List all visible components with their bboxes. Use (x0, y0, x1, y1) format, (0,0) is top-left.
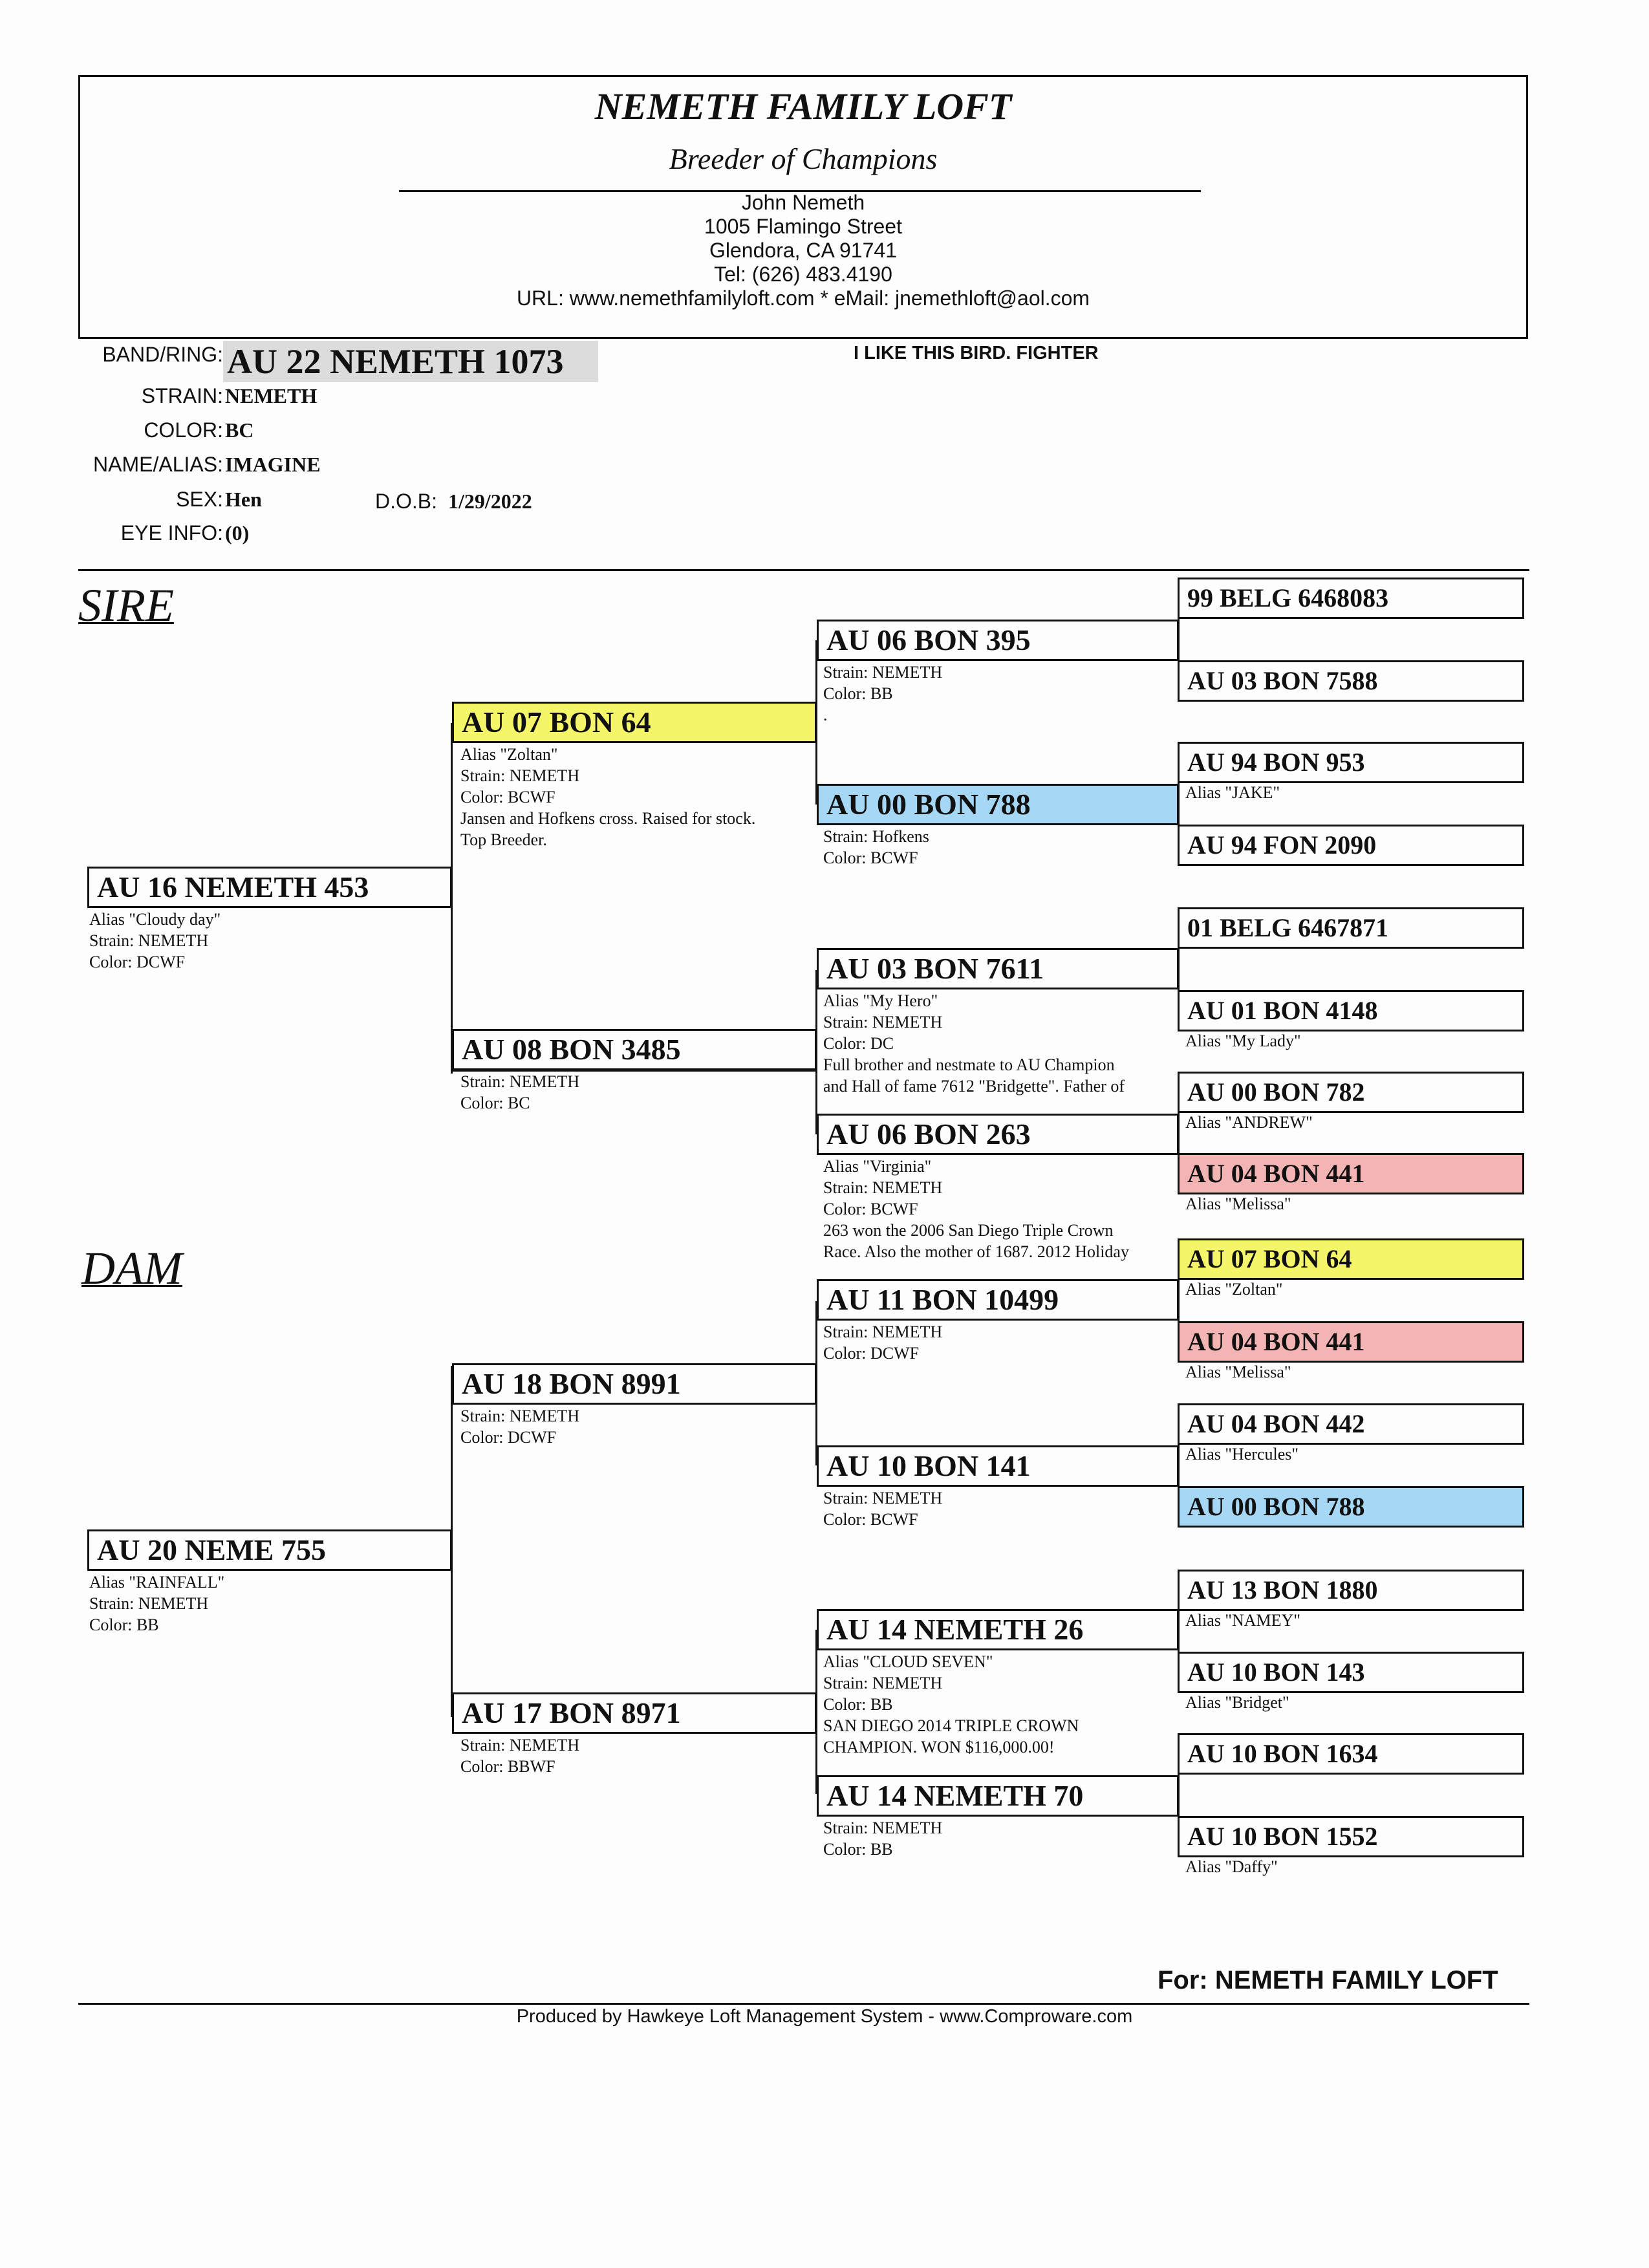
g4-band: AU 94 BON 953 (1178, 742, 1524, 783)
g4-alias: Alias "ANDREW" (1185, 1113, 1313, 1132)
sire-info: Alias "Cloudy day" Strain: NEMETH Color: DCWF (89, 910, 221, 971)
band-label: BAND/RING: (102, 343, 223, 366)
g4-band: 01 BELG 6467871 (1178, 907, 1524, 949)
g4-alias: Alias "Daffy" (1185, 1857, 1278, 1876)
dd-dam-info: Strain: NEMETH Color: BB (823, 1819, 943, 1859)
header-box (78, 75, 1528, 339)
g4-alias: Alias "Melissa" (1185, 1194, 1291, 1213)
name-value: IMAGINE (225, 453, 321, 476)
dam-sire-band: AU 18 BON 8991 (452, 1363, 817, 1405)
contact-phone: Tel: (626) 483.4190 (714, 263, 892, 286)
dob-value: 1/29/2022 (448, 490, 532, 513)
section-divider (78, 569, 1529, 571)
g4-band: AU 00 BON 788 (1178, 1486, 1524, 1528)
sire-dam-band: AU 08 BON 3485 (452, 1029, 817, 1070)
ss-sire-band: AU 06 BON 395 (817, 620, 1179, 661)
g4-band: AU 10 BON 1634 (1178, 1733, 1524, 1775)
sire-sire-band: AU 07 BON 64 (452, 702, 817, 743)
sire-dam-info: Strain: NEMETH Color: BC (460, 1072, 580, 1112)
g4-band: AU 10 BON 1552 (1178, 1816, 1524, 1857)
g4-band: AU 04 BON 442 (1178, 1403, 1524, 1445)
ss-sire-info: Strain: NEMETH Color: BB . (823, 663, 943, 724)
dam-info: Alias "RAINFALL" Strain: NEMETH Color: BB (89, 1573, 225, 1634)
ds-sire-info: Strain: NEMETH Color: DCWF (823, 1323, 943, 1363)
eye-label: EYE INFO: (120, 521, 223, 545)
g4-alias: Alias "Bridget" (1185, 1693, 1289, 1712)
eye-value: (0) (225, 521, 250, 545)
sd-sire-band: AU 03 BON 7611 (817, 948, 1179, 989)
g4-alias: Alias "Hercules" (1185, 1445, 1299, 1463)
loft-tagline: Breeder of Champions (669, 142, 938, 175)
sex-label: SEX: (176, 488, 223, 511)
produced-by: Produced by Hawkeye Loft Management System - www.Comproware.com (516, 2006, 1133, 2027)
ds-sire-band: AU 11 BON 10499 (817, 1279, 1179, 1321)
footer-divider (78, 2003, 1529, 2005)
dob-label: D.O.B: (375, 490, 438, 513)
contact-city: Glendora, CA 91741 (709, 239, 897, 262)
g4-alias: Alias "NAMEY" (1185, 1611, 1300, 1630)
sd-dam-band: AU 06 BON 263 (817, 1114, 1179, 1155)
ss-dam-band: AU 00 BON 788 (817, 784, 1179, 825)
sex-value: Hen (225, 488, 262, 511)
contact-block (80, 191, 1526, 310)
g4-alias: Alias "Zoltan" (1185, 1280, 1283, 1299)
name-label: NAME/ALIAS: (93, 453, 223, 476)
strain-label: STRAIN: (141, 384, 223, 407)
dd-sire-info: Alias "CLOUD SEVEN" Strain: NEMETH Color: BB SAN DIEGO 2014 TRIPLE CROWN CHAMPION. WON $116,000.00! (823, 1652, 1079, 1756)
contact-name: John Nemeth (741, 191, 865, 214)
g4-band: AU 00 BON 782 (1178, 1072, 1524, 1113)
dd-sire-band: AU 14 NEMETH 26 (817, 1609, 1179, 1650)
g4-band: 99 BELG 6468083 (1178, 578, 1524, 619)
dam-heading: DAM (81, 1242, 182, 1294)
ss-dam-info: Strain: Hofkens Color: BCWF (823, 827, 929, 867)
ds-dam-band: AU 10 BON 141 (817, 1445, 1179, 1487)
g4-band: AU 10 BON 143 (1178, 1652, 1524, 1693)
dam-band: AU 20 NEME 755 (87, 1529, 452, 1571)
color-value: BC (225, 418, 254, 442)
ds-dam-info: Strain: NEMETH Color: BCWF (823, 1489, 943, 1529)
g4-alias: Alias "JAKE" (1185, 783, 1280, 802)
dam-dam-info: Strain: NEMETH Color: BBWF (460, 1736, 580, 1776)
dam-dam-band: AU 17 BON 8971 (452, 1692, 817, 1734)
g4-band: AU 01 BON 4148 (1178, 990, 1524, 1031)
dam-sire-info: Strain: NEMETH Color: DCWF (460, 1407, 580, 1447)
contact-web-email: URL: www.nemethfamilyloft.com * eMail: jnemethloft@aol.com (516, 286, 1090, 310)
g4-band: AU 94 FON 2090 (1178, 825, 1524, 866)
sd-sire-info: Alias "My Hero" Strain: NEMETH Color: DC Full brother and nestmate to AU Champion and Hall of fame 7612 "Bridgette". Father of (823, 991, 1125, 1096)
bird-comment: I LIKE THIS BIRD. FIGHTER (854, 343, 1099, 363)
sire-band: AU 16 NEMETH 453 (87, 867, 452, 908)
dd-dam-band: AU 14 NEMETH 70 (817, 1775, 1179, 1817)
sire-heading: SIRE (78, 579, 174, 631)
sire-sire-info: Alias "Zoltan" Strain: NEMETH Color: BCWF Jansen and Hofkens cross. Raised for stock. Top Breeder. (460, 745, 756, 849)
g4-alias: Alias "My Lady" (1185, 1031, 1301, 1050)
g4-band: AU 13 BON 1880 (1178, 1570, 1524, 1611)
strain-value: NEMETH (225, 384, 318, 407)
color-label: COLOR: (144, 418, 223, 442)
g4-band: AU 04 BON 441 (1178, 1153, 1524, 1194)
g4-band: AU 04 BON 441 (1178, 1321, 1524, 1363)
g4-band: AU 03 BON 7588 (1178, 660, 1524, 702)
sd-dam-info: Alias "Virginia" Strain: NEMETH Color: BCWF 263 won the 2006 San Diego Triple Crown Race. Also the mother of 1687. 2012 Holiday (823, 1157, 1129, 1261)
for-loft-label: For: NEMETH FAMILY LOFT (1158, 1966, 1498, 1994)
g4-alias: Alias "Melissa" (1185, 1363, 1291, 1381)
loft-name: NEMETH FAMILY LOFT (594, 85, 1012, 127)
band-value: AU 22 NEMETH 1073 (223, 341, 598, 382)
g4-band: AU 07 BON 64 (1178, 1238, 1524, 1280)
contact-street: 1005 Flamingo Street (704, 215, 902, 238)
